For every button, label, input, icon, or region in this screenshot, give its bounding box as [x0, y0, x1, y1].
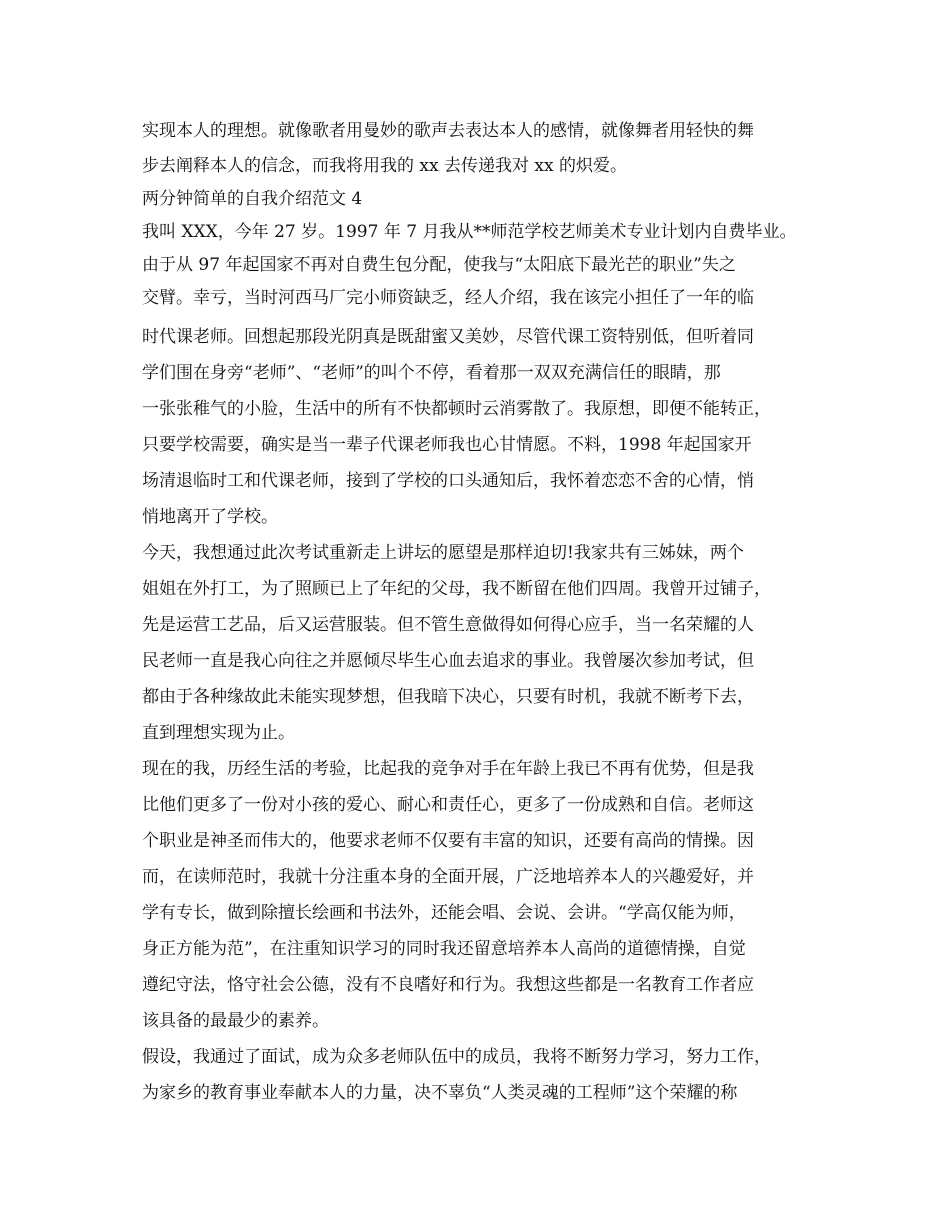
text-line: 而，在读师范时，我就十分注重本身的全面开展，广泛地培养本人的兴趣爱好，并	[142, 867, 754, 887]
text-line: 先是运营工艺品，后又运营服装。但不管生意做得如何得心应手，当一名荣耀的人	[142, 615, 754, 635]
text-line: 时代课老师。回想起那段光阴真是既甜蜜又美妙，尽管代课工资特别低，但听着同	[142, 327, 754, 347]
text-line: 现在的我，历经生活的考验，比起我的竞争对手在年龄上我已不再有优势，但是我	[142, 759, 754, 779]
text-line: 一张张稚气的小脸，生活中的所有不快都顿时云消雾散了。我原想，即便不能转正，	[142, 399, 771, 419]
text-line: 由于从 97 年起国家不再对自费生包分配，使我与“太阳底下最光芒的职业”失之	[142, 255, 736, 275]
text-line: 为家乡的教育事业奉献本人的力量，决不辜负“人类灵魂的工程师”这个荣耀的称	[142, 1083, 738, 1103]
text-line: 学有专长，做到除擅长绘画和书法外，还能会唱、会说、会讲。“学高仅能为师，	[142, 903, 746, 923]
text-line: 姐姐在外打工，为了照顾已上了年纪的父母，我不断留在他们四周。我曾开过铺子，	[142, 579, 771, 599]
text-line: 假设，我通过了面试，成为众多老师队伍中的成员，我将不断努力学习，努力工作，	[142, 1047, 771, 1067]
text-line: 遵纪守法，恪守社会公德，没有不良嗜好和行为。我想这些都是一名教育工作者应	[142, 975, 754, 995]
section-heading: 两分钟简单的自我介绍范文 4	[142, 189, 363, 209]
text-line: 学们围在身旁“老师”、“老师”的叫个不停，看着那一双双充满信任的眼睛，那	[142, 363, 721, 383]
text-line: 场清退临时工和代课老师，接到了学校的口头通知后，我怀着恋恋不舍的心情，悄	[142, 471, 754, 491]
text-line: 该具备的最最少的素养。	[142, 1011, 329, 1031]
text-line: 都由于各种缘故此未能实现梦想，但我暗下决心，只要有时机，我就不断考下去，	[142, 687, 754, 707]
text-line: 比他们更多了一份对小孩的爱心、耐心和责任心，更多了一份成熟和自信。老师这	[142, 795, 754, 815]
text-line: 只要学校需要，确实是当一辈子代课老师我也心甘情愿。不料，1998 年起国家开	[142, 435, 752, 455]
text-line: 悄地离开了学校。	[142, 507, 278, 527]
text-line: 民老师一直是我心向往之并愿倾尽毕生心血去追求的事业。我曾屡次参加考试，但	[142, 651, 754, 671]
text-line: 交臂。幸亏，当时河西马厂完小师资缺乏，经人介绍，我在该完小担任了一年的临	[142, 288, 754, 308]
text-line: 步去阐释本人的信念，而我将用我的 xx 去传递我对 xx 的炽爱。	[142, 156, 627, 176]
text-line: 个职业是神圣而伟大的，他要求老师不仅要有丰富的知识，还要有高尚的情操。因	[142, 831, 754, 851]
text-line: 身正方能为范”，在注重知识学习的同时我还留意培养本人高尚的道德情操，自觉	[142, 939, 746, 959]
text-line: 今天，我想通过此次考试重新走上讲坛的愿望是那样迫切!我家共有三姊妹，两个	[142, 543, 744, 563]
text-line: 实现本人的理想。就像歌者用曼妙的歌声去表达本人的感情，就像舞者用轻快的舞	[142, 121, 754, 141]
text-line: 我叫 XXX，今年 27 岁。1997 年 7 月我从**师范学校艺师美术专业计划内自费毕业。	[142, 222, 797, 242]
text-line: 直到理想实现为止。	[142, 723, 295, 743]
